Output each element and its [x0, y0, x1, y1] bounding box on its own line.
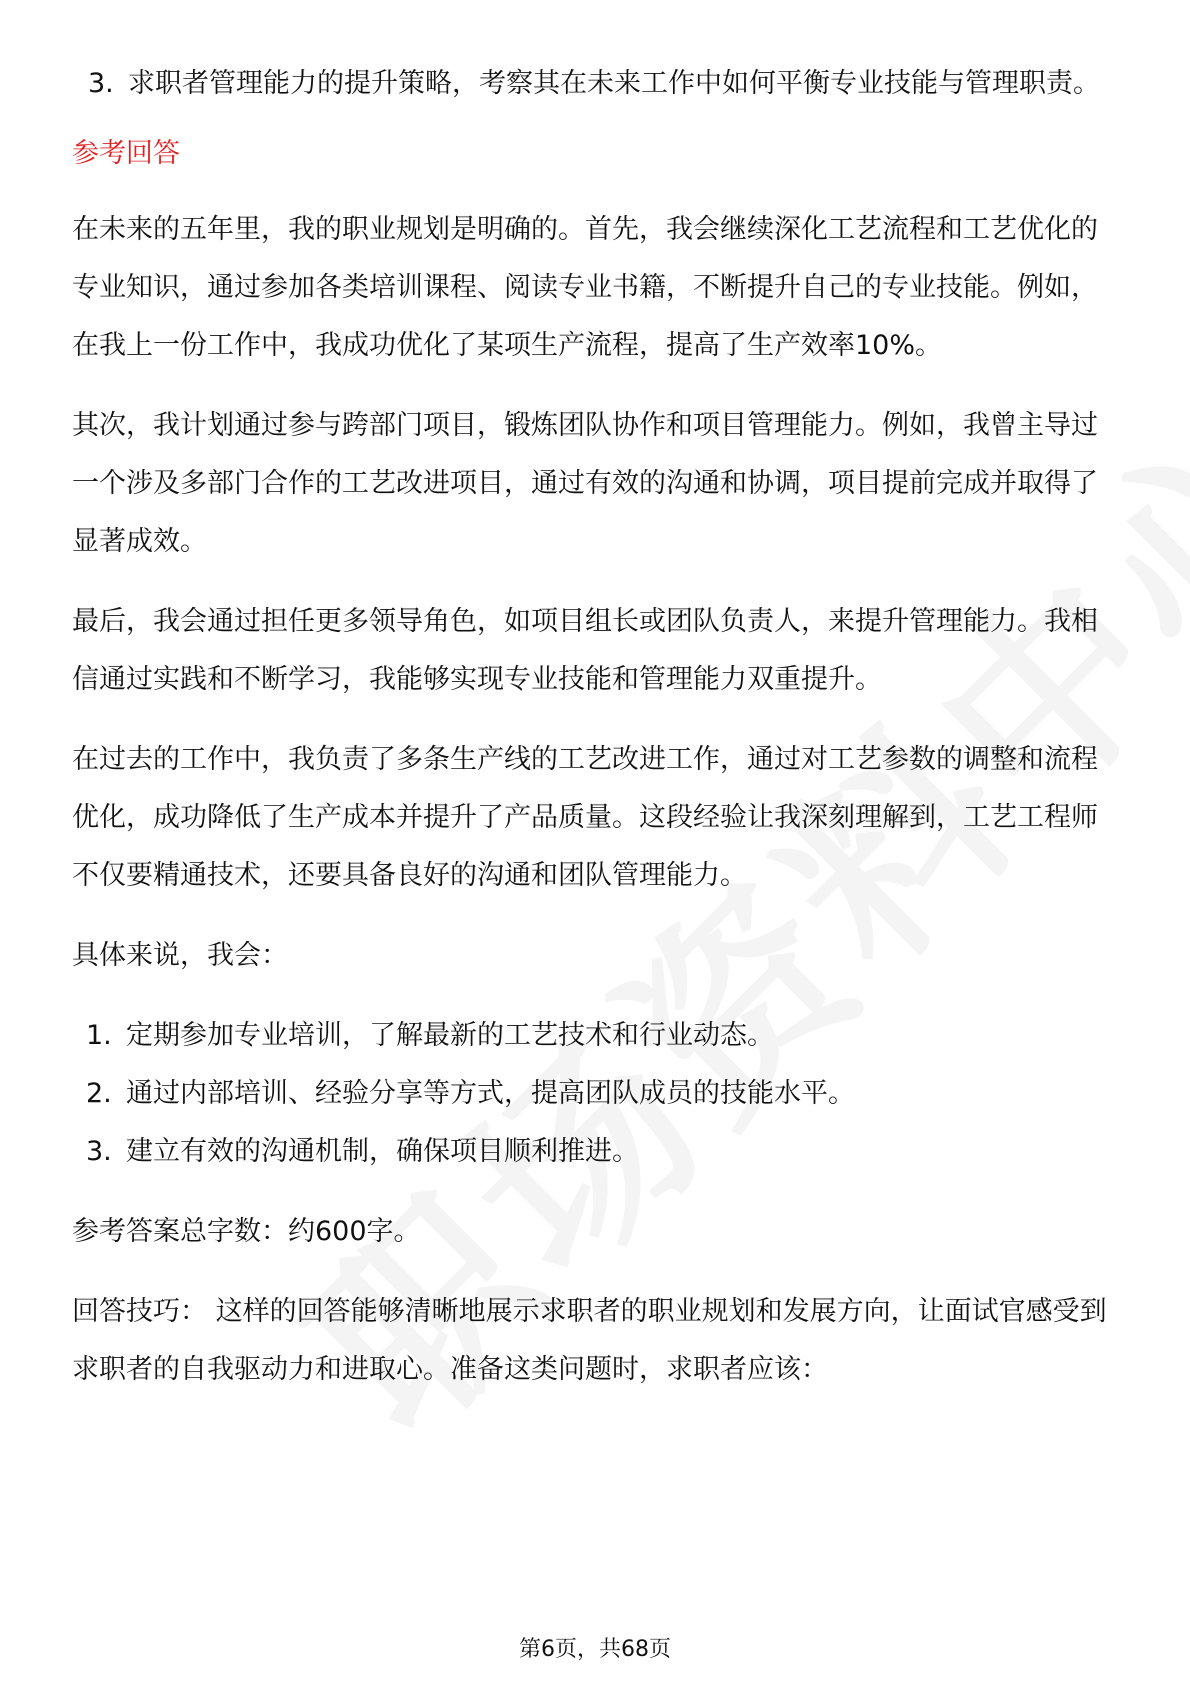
list-item	[72, 1007, 1118, 1065]
question-item-text: 求职者管理能力的提升策略，考察其在未来工作中如何平衡专业技能与管理职责。	[128, 68, 1100, 99]
paragraph-specifics: 具体来说，我会：	[72, 940, 288, 971]
list-item-text: 通过内部培训、经验分享等方式，提高团队成员的技能水平。	[126, 1078, 855, 1109]
paragraph-teamwork: 其次，我计划通过参与跨部门项目，锻炼团队协作和项目管理能力。例如，我曾主导过一个涉及多部门合作的工艺改进项目，通过有效的沟通和协调，项目提前完成并取得了显著成效。	[72, 410, 1098, 557]
question-item-number: 3.	[88, 68, 114, 99]
word-count: 参考答案总字数：约600字。	[72, 1216, 421, 1247]
answer-heading: 参考回答	[72, 138, 180, 169]
paragraph-plan: 在未来的五年里，我的职业规划是明确的。首先，我会继续深化工艺流程和工艺优化的专业知识，通过参加各类培训课程、阅读专业书籍，不断提升自己的专业技能。例如，在我上一份工作中，我成功优化了某项生产流程，提高了生产效率10%。	[72, 214, 1098, 361]
document-content	[72, 55, 1118, 1399]
list-item-text: 建立有效的沟通机制，确保项目顺利推进。	[126, 1136, 639, 1167]
paragraph-leadership: 最后，我会通过担任更多领导角色，如项目组长或团队负责人，来提升管理能力。我相信通过实践和不断学习，我能够实现专业技能和管理能力双重提升。	[72, 606, 1098, 695]
list-item-number: 3.	[86, 1136, 112, 1167]
list-item	[72, 1065, 1118, 1123]
answer-tips: 回答技巧： 这样的回答能够清晰地展示求职者的职业规划和发展方向，让面试官感受到求职者的自我驱动力和进取心。准备这类问题时，求职者应该：	[72, 1296, 1107, 1385]
paragraph-experience: 在过去的工作中，我负责了多条生产线的工艺改进工作，通过对工艺参数的调整和流程优化，成功降低了生产成本并提升了产品质量。这段经验让我深刻理解到，工艺工程师不仅要精通技术，还要具备良好的沟通和团队管理能力。	[72, 744, 1098, 891]
list-item	[72, 1123, 1118, 1181]
list-item-number: 2.	[86, 1078, 112, 1109]
question-item	[72, 55, 1118, 113]
page-footer: 第6页，共68页	[519, 1637, 671, 1662]
list-item-number: 1.	[86, 1020, 112, 1051]
action-list	[72, 1007, 1118, 1181]
list-item-text: 定期参加专业培训，了解最新的工艺技术和行业动态。	[126, 1020, 774, 1051]
